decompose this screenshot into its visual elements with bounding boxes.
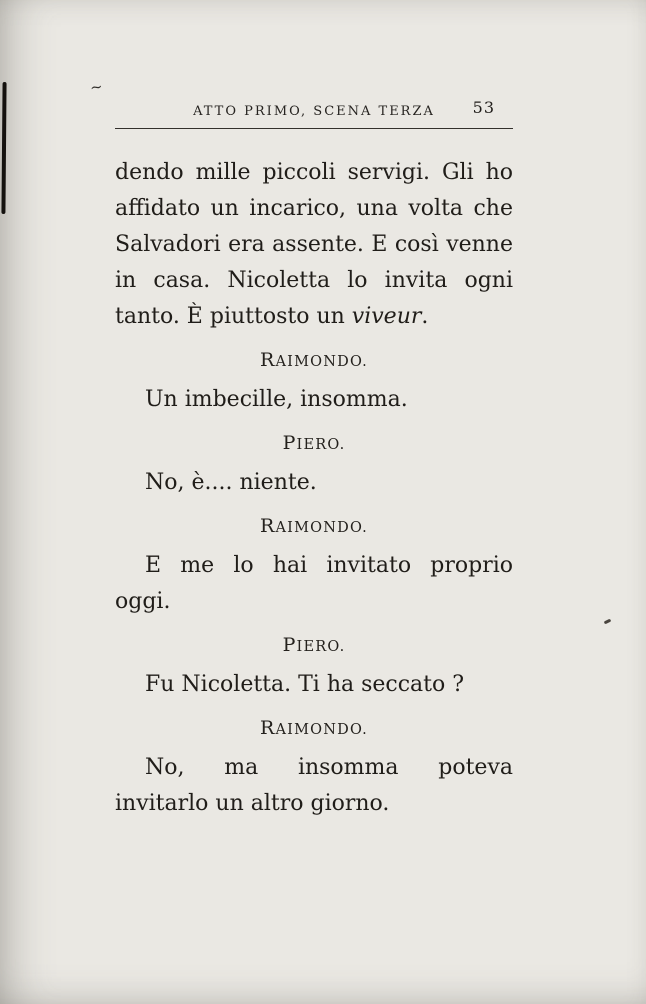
header-title: ATTO PRIMO, SCENA TERZA (193, 104, 435, 119)
scan-artifact-binding-line (1, 82, 6, 214)
speech-continuation-paragraph (115, 155, 513, 335)
speaker-name-piero-2: PIERO. (282, 634, 346, 656)
dialogue-line-3: E me lo hai invitato proprio oggi. (115, 553, 513, 614)
speaker-name-raimondo-2: RAIMONDO. (259, 515, 368, 537)
dialogue-line-2: No, è.... niente. (145, 470, 317, 495)
italic-word: viveur (351, 304, 422, 329)
scan-artifact-tilde: ~ (88, 77, 104, 97)
speech-text: dendo mille piccoli servigi. Gli ho affidato un incarico, una volta che Salvadori era assente. E così venne in casa. Nicoletta lo invita ogni tanto. È piuttosto un (115, 160, 513, 329)
scan-artifact-speck (604, 619, 612, 625)
page-number: 53 (472, 98, 495, 117)
dialogue-line-1: Un imbecille, insomma. (145, 387, 408, 412)
dialogue-line-4: Fu Nicoletta. Ti ha seccato ? (145, 672, 465, 697)
speaker-name-raimondo-1: RAIMONDO. (259, 349, 368, 371)
header-rule (115, 128, 513, 129)
text-column (115, 100, 513, 831)
speaker-name-piero-1: PIERO. (282, 432, 346, 454)
running-header (115, 100, 513, 120)
speaker-name-raimondo-3: RAIMONDO. (259, 717, 368, 739)
dialogue-line-5: No, ma insomma poteva invitarlo un altro giorno. (115, 755, 513, 816)
speech-tail: . (421, 304, 429, 329)
